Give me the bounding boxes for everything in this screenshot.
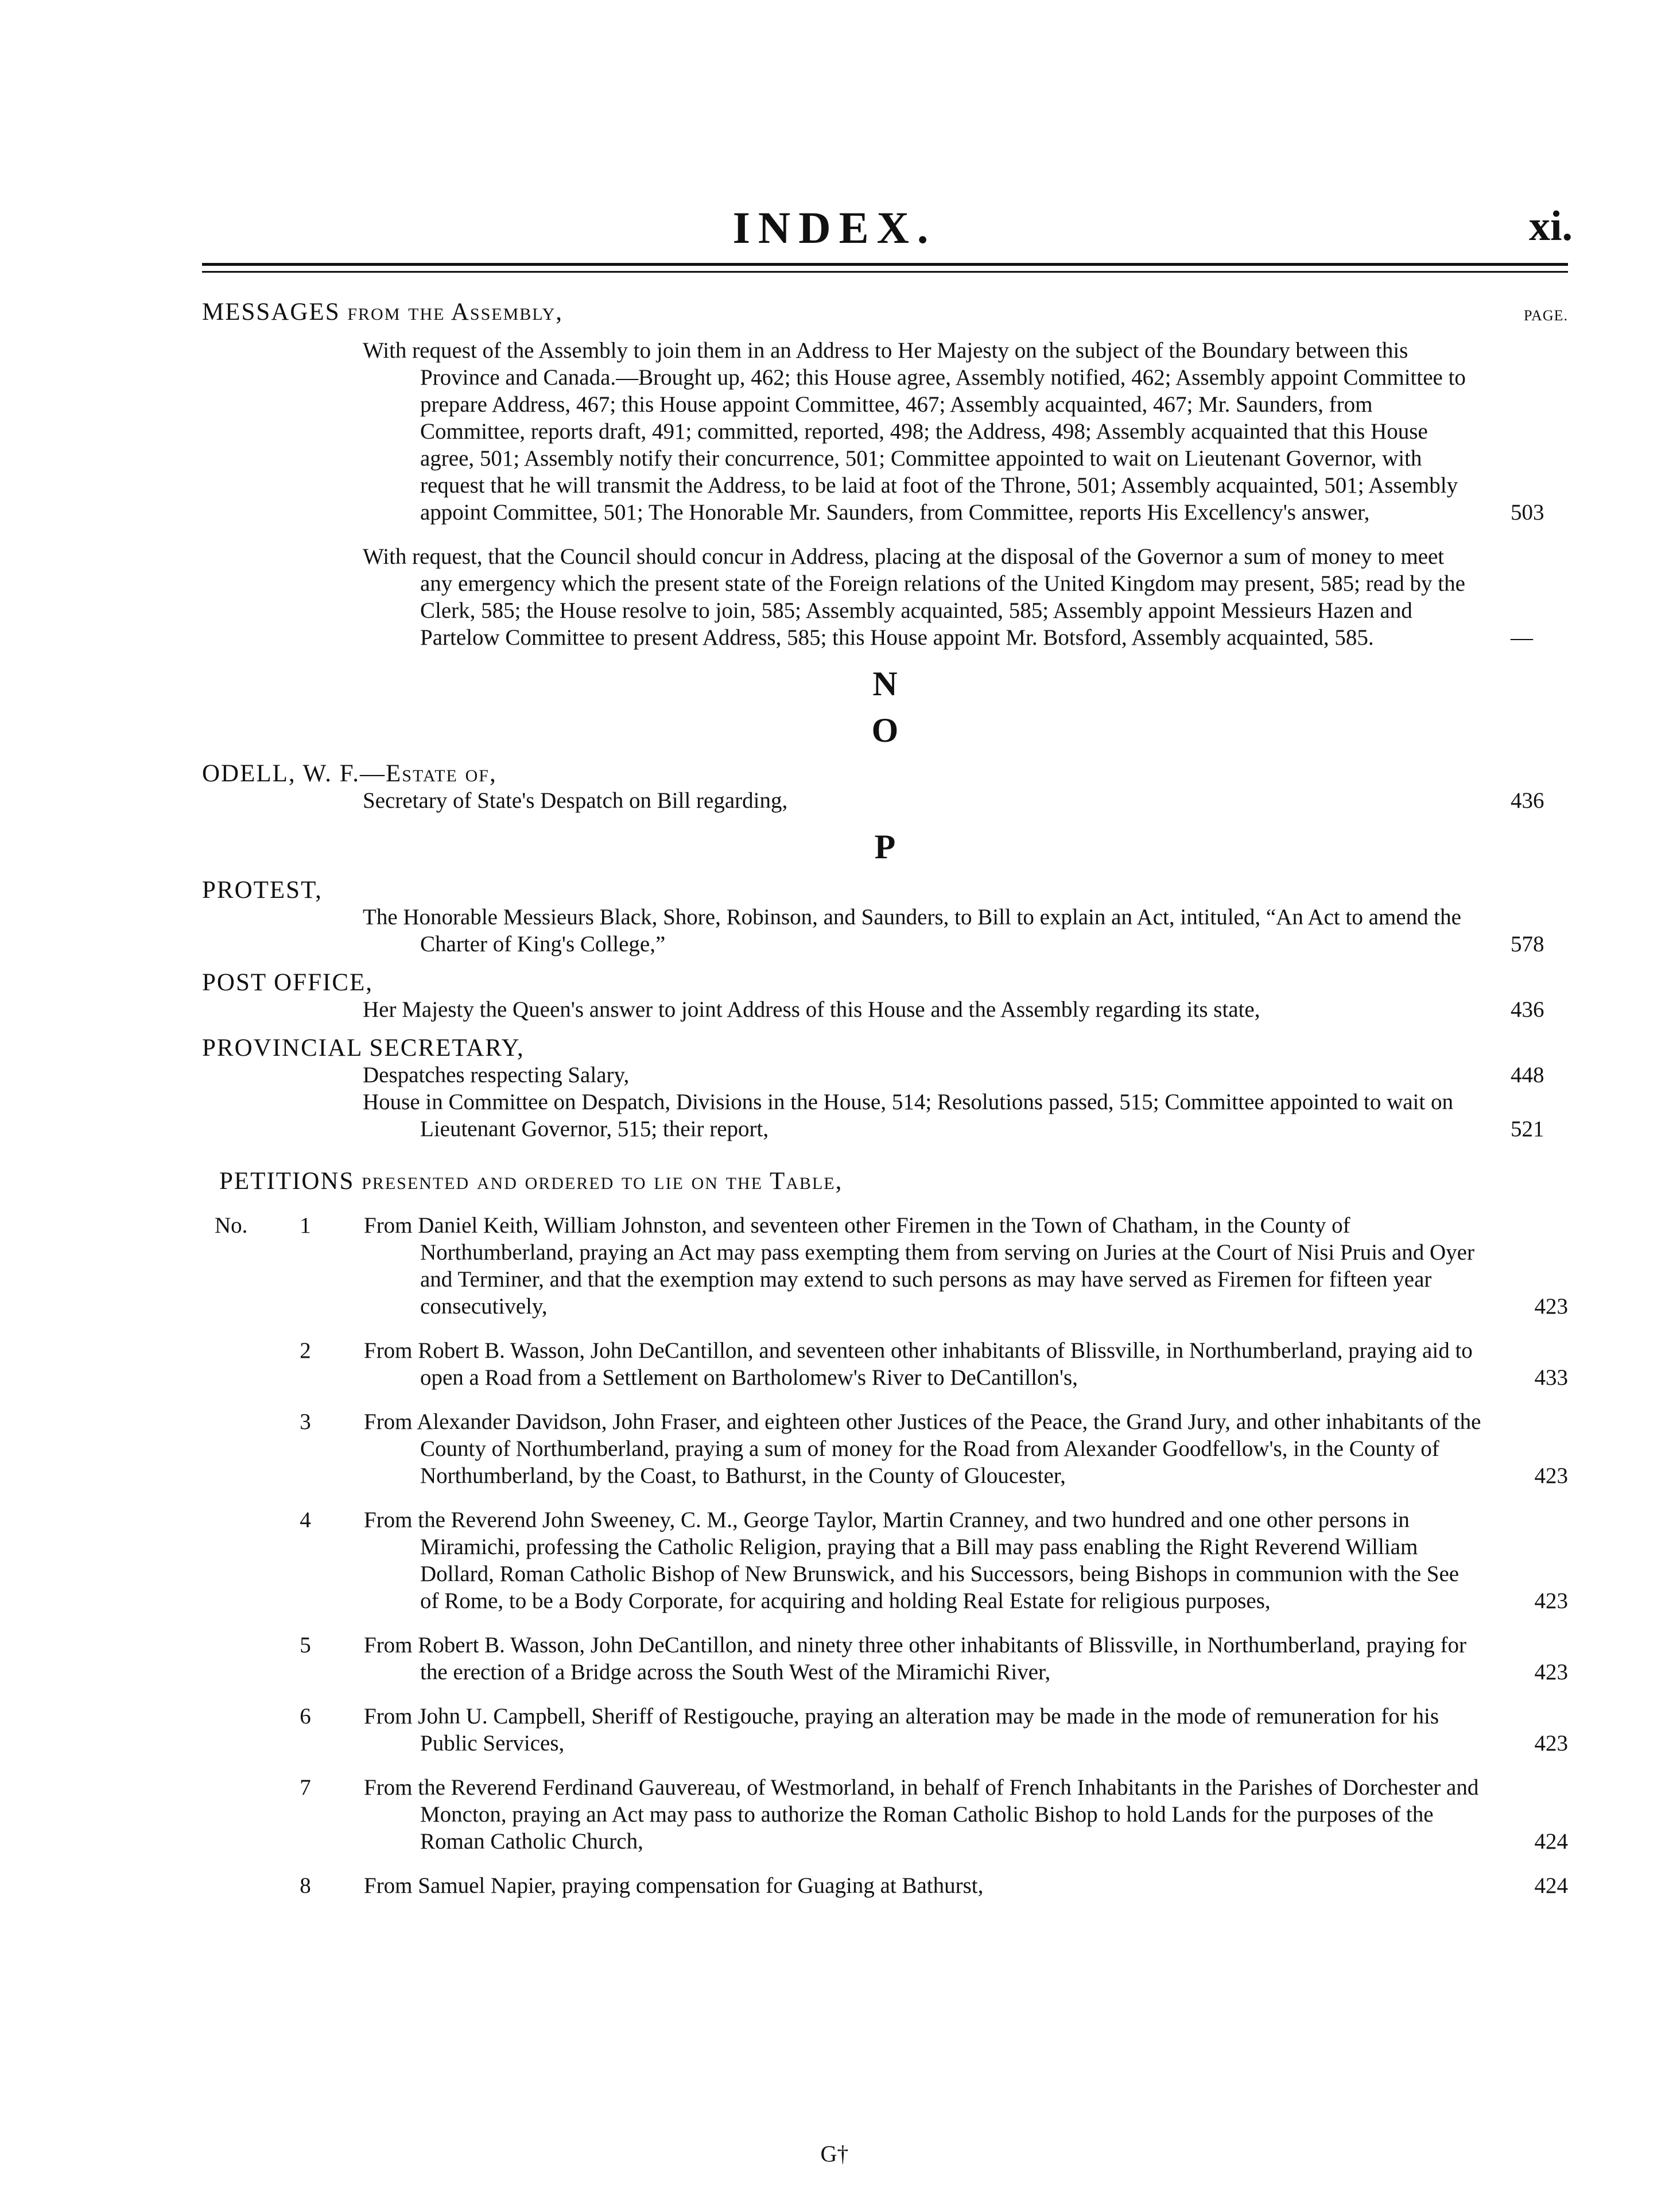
index-subentry: Secretary of State's Despatch on Bill regarding, 436 [363,788,1544,813]
page-ref: 423 [1534,1731,1568,1756]
petition-text: From Robert B. Wasson, John DeCantillon, and seventeen other inhabitants of Blissville, in Northumberland, praying aid to open a Road from a Settlement on Bartholomew's River to DeCantillon's, [364,1338,1473,1390]
section-heading [202,299,1568,326]
page-column-label: PAGE. [1523,307,1568,324]
index-subentry: With request of the Assembly to join them in an Address to Her Majesty on the subject of the Boundary between this Province and Canada.—Brought up, 462; this House agree, Assembly notified, 462; Assembly appoint Committee to prepare Address, 467; this House appoint Committee, 467; Assembly acquainted, 467; Mr. Saunders, from Committee, reports draft, 491; committed, reported, 498; the Address, 498; Assembly acquainted that this House agree, 501; Assembly notify their concurrence, 501; Committee appointed to wait on Lieutenant Governor, with request that he will transmit the Address, to be laid at foot of the Throne, 501; Assembly acquainted, 501; Assembly appoint Committee, 501; The Honorable Mr. Saunders, from Committee, reports His Excellency's answer, 503 [363,338,1544,525]
petition-entry [202,1872,1568,1899]
subentry-text: Her Majesty the Queen's answer to joint Address of this House and the Assembly regarding its state, [363,997,1260,1022]
petition-entry [202,1632,1568,1686]
petition-number: 5 [300,1633,311,1657]
petition-entry [202,1408,1568,1489]
page-ref: 424 [1534,1873,1568,1898]
page-ref: 423 [1534,1589,1568,1613]
page-ref: 423 [1534,1463,1568,1488]
petition-number: 2 [300,1338,311,1363]
header-rule [202,271,1568,273]
petition-entry [202,1506,1568,1614]
petition-entry [202,1774,1568,1855]
petition-text: From the Reverend Ferdinand Gauvereau, of Westmorland, in behalf of French Inhabitants in the Parishes of Dorchester and Moncton, praying an Act may pass to authorize the Roman Catholic Bishop to hold Lands for the purposes of the Roman Catholic Church, [364,1775,1479,1854]
section-letter: P [874,828,896,866]
subentry-text: The Honorable Messieurs Black, Shore, Robinson, and Saunders, to Bill to explain an Act, intituled, “An Act to amend the Charter of King's College,” [363,905,1461,956]
petition-text: From Samuel Napier, praying compensation for Guaging at Bathurst, [364,1873,984,1898]
index-subentry: With request, that the Council should concur in Address, placing at the disposal of the Governor a sum of money to meet any emergency which the present state of the Foreign relations of the United Kingdom may present, 585; read by the Clerk, 585; the House resolve to join, 585; Assembly acquainted, 585; Assembly appoint Messieurs Hazen and Partelow Committee to present Address, 585; this House appoint Mr. Botsford, Assembly acquainted, 585. — [363,544,1533,650]
section-heading [202,877,1568,904]
page-ref: 424 [1534,1829,1568,1854]
petition-text: From John U. Campbell, Sheriff of Restigouche, praying an alteration may be made in the mode of remuneration for his Public Services, [364,1704,1439,1756]
petition-number: 7 [300,1775,311,1800]
petition-text: From Daniel Keith, William Johnston, and seventeen other Firemen in the Town of Chatham, in the County of Northumberland, praying an Act may pass exempting them from serving on Juries at the Court of Nisi Pruis and Oyer and Terminer, and that the exemption may extend to such persons as may have served as Firemen for fifteen year consecutively, [364,1213,1474,1319]
index-subentry: Despatches respecting Salary, 448 [363,1063,1544,1087]
page-ref: 433 [1534,1365,1568,1390]
petition-text: From the Reverend John Sweeney, C. M., George Taylor, Martin Cranney, and two hundred and one other persons in Miramichi, professing the Catholic Religion, praying that a Bill may pass enabling the Right Reverend William Dollard, Roman Catholic Bishop of New Brunswick, and his Successors, being Bishops in communion with the See of Rome, to be a Body Corporate, for acquiring and holding Real Estate for religious purposes, [364,1508,1460,1613]
heading-text: ODELL, W. F.—Estate of, [202,760,497,787]
page-ref: 423 [1534,1294,1568,1319]
signature-mark: G† [820,2141,849,2167]
index-subentry: House in Committee on Despatch, Divisions in the House, 514; Resolutions passed, 515; Committee appointed to wait on Lieutenant Governor, 515; their report, 521 [363,1090,1544,1141]
heading-text: PETITIONS presented and ordered to lie on the Table, [219,1168,843,1195]
petition-text: From Robert B. Wasson, John DeCantillon, and ninety three other inhabitants of Blissville, in Northumberland, praying for the erection of a Bridge across the South West of the Miramichi River, [364,1633,1466,1684]
page-title: INDEX. [732,203,937,253]
heading-text: PROTEST, [202,877,323,904]
subentry-text: Secretary of State's Despatch on Bill regarding, [363,788,788,813]
subentry-text: Despatches respecting Salary, [363,1063,630,1087]
petition-number: 6 [300,1704,311,1729]
petition-number: 1 [300,1213,311,1238]
section-heading [202,760,1568,787]
section-heading [202,1035,1568,1062]
heading-text: PROVINCIAL SECRETARY, [202,1035,525,1062]
section-letter: N [872,665,898,703]
subentry-text: House in Committee on Despatch, Divisions in the House, 514; Resolutions passed, 515; Committee appointed to wait on Lieutenant Governor, 515; their report, [363,1090,1453,1141]
petition-number: 8 [300,1873,311,1898]
subentry-text: With request, that the Council should concur in Address, placing at the disposal of the Governor a sum of money to meet any emergency which the present state of the Foreign relations of the United Kingdom may present, 585; read by the Clerk, 585; the House resolve to join, 585; Assembly acquainted, 585; Assembly appoint Messieurs Hazen and Partelow Committee to present Address, 585; this House appoint Mr. Botsford, Assembly acquainted, 585. [363,544,1465,650]
page-number: xi. [1528,203,1573,250]
petition-entry [202,1337,1568,1391]
petition-text: From Alexander Davidson, John Fraser, and eighteen other Justices of the Peace, the Grand Jury, and other inhabitants of the County of Northumberland, praying a sum of money for the Road from Alexander Goodfellow's, in the County of Northumberland, by the Coast, to Bathurst, in the County of Gloucester, [364,1409,1481,1488]
index-subentry: Her Majesty the Queen's answer to joint Address of this House and the Assembly regarding its state, 436 [363,997,1544,1022]
heading-text: POST OFFICE, [202,969,374,996]
header-rule [202,263,1568,266]
section-heading [219,1168,1568,1195]
subentry-text: With request of the Assembly to join them in an Address to Her Majesty on the subject of the Boundary between this Province and Canada.—Brought up, 462; this House agree, Assembly notified, 462; Assembly appoint Committee to prepare Address, 467; this House appoint Committee, 467; Assembly acquainted, 467; Mr. Saunders, from Committee, reports draft, 491; committed, reported, 498; the Address, 498; Assembly acquainted that this House agree, 501; Assembly notify their concurrence, 501; Committee appointed to wait on Lieutenant Governor, with request that he will transmit the Address, to be laid at foot of the Throne, 501; Assembly acquainted, 501; Assembly appoint Committee, 501; The Honorable Mr. Saunders, from Committee, reports His Excellency's answer, [363,338,1466,525]
petition-number: 3 [300,1409,311,1434]
number-label: No. [215,1213,248,1238]
index-body [202,299,1568,1899]
section-letter: O [871,711,899,749]
petition-entry [202,1703,1568,1757]
petition-number: 4 [300,1508,311,1532]
section-heading [202,969,1568,996]
page-ref: 423 [1534,1660,1568,1684]
index-subentry: The Honorable Messieurs Black, Shore, Robinson, and Saunders, to Bill to explain an Act, intituled, “An Act to amend the Charter of King's College,” 578 [363,905,1544,956]
petition-entry [202,1212,1568,1320]
heading-text: MESSAGES from the Assembly, [202,299,564,326]
